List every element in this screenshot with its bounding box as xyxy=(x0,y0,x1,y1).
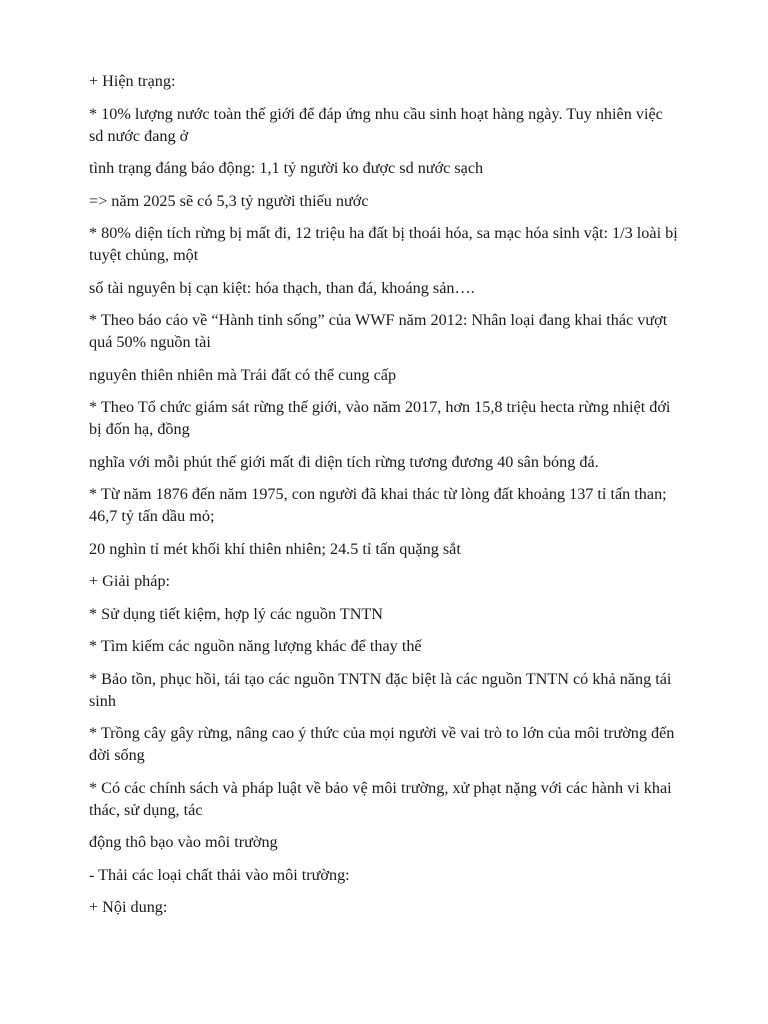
section-heading-waste-discharge: - Thải các loại chất thải vào môi trường: xyxy=(89,865,350,884)
section-heading-current-status: + Hiện trạng: xyxy=(89,72,176,90)
paragraph-water-usage: * 10% lượng nước toàn thế giới để đáp ứng nhu cầu sinh hoạt hàng ngày. Tuy nhiên việc sd nước đang ở xyxy=(89,104,663,145)
paragraph-forest-watch: * Theo Tổ chức giám sát rừng thế giới, vào năm 2017, hơn 15,8 triệu hecta rừng nhiệt đới bị đốn hạ, đồng xyxy=(89,398,671,438)
paragraph-water-forecast-2025: => năm 2025 sẽ có 5,3 tỷ người thiếu nước xyxy=(89,191,369,210)
paragraph-solution-conservation: * Bảo tồn, phục hồi, tái tạo các nguồn TNTN đặc biệt là các nguồn TNTN có khả năng tái sinh xyxy=(89,669,672,710)
paragraph-solution-reforestation: * Trồng cây gây rừng, nâng cao ý thức của mọi người về vai trò to lớn của môi trường đến đời sống xyxy=(89,724,675,764)
document-body xyxy=(89,70,679,929)
paragraph-wwf-report-cont: nguyên thiên nhiên mà Trái đất có thể cung cấp xyxy=(89,365,397,384)
section-heading-solutions: + Giải pháp: xyxy=(89,572,171,590)
paragraph-clean-water-shortage: tình trạng đáng báo động: 1,1 tỷ người ko được sd nước sạch xyxy=(89,159,484,177)
paragraph-forest-loss: * 80% diện tích rừng bị mất đi, 12 triệu ha đất bị thoái hóa, sa mạc hóa sinh vật: 1/3 loài bị tuyệt chủng, một xyxy=(89,224,678,264)
paragraph-wwf-report: * Theo báo cáo về “Hành tinh sống” của WWF năm 2012: Nhân loại đang khai thác vượt quá 50% nguồn tài xyxy=(89,311,668,351)
paragraph-forest-watch-cont: nghĩa với mỗi phút thế giới mất đi diện tích rừng tương đương 40 sân bóng đá. xyxy=(89,452,599,471)
paragraph-resource-depletion: số tài nguyên bị cạn kiệt: hóa thạch, than đá, khoáng sản…. xyxy=(89,278,475,297)
paragraph-solution-policy-cont: động thô bạo vào môi trường xyxy=(89,833,278,851)
paragraph-solution-saving: * Sử dụng tiết kiệm, hợp lý các nguồn TNTN xyxy=(89,604,383,623)
paragraph-extraction-history: * Từ năm 1876 đến năm 1975, con người đã khai thác từ lòng đất khoảng 137 tỉ tấn than; 46,7 tỷ tấn dầu mỏ; xyxy=(89,485,667,525)
paragraph-solution-policy: * Có các chính sách và pháp luật về bảo vệ môi trường, xử phạt nặng với các hành vi khai thác, sử dụng, tác xyxy=(89,778,672,819)
paragraph-solution-alternatives: * Tìm kiếm các nguồn năng lượng khác để thay thế xyxy=(89,637,422,655)
paragraph-extraction-history-cont: 20 nghìn tỉ mét khối khí thiên nhiên; 24.5 tỉ tấn quặng sắt xyxy=(89,539,461,558)
section-heading-content: + Nội dung: xyxy=(89,898,168,916)
